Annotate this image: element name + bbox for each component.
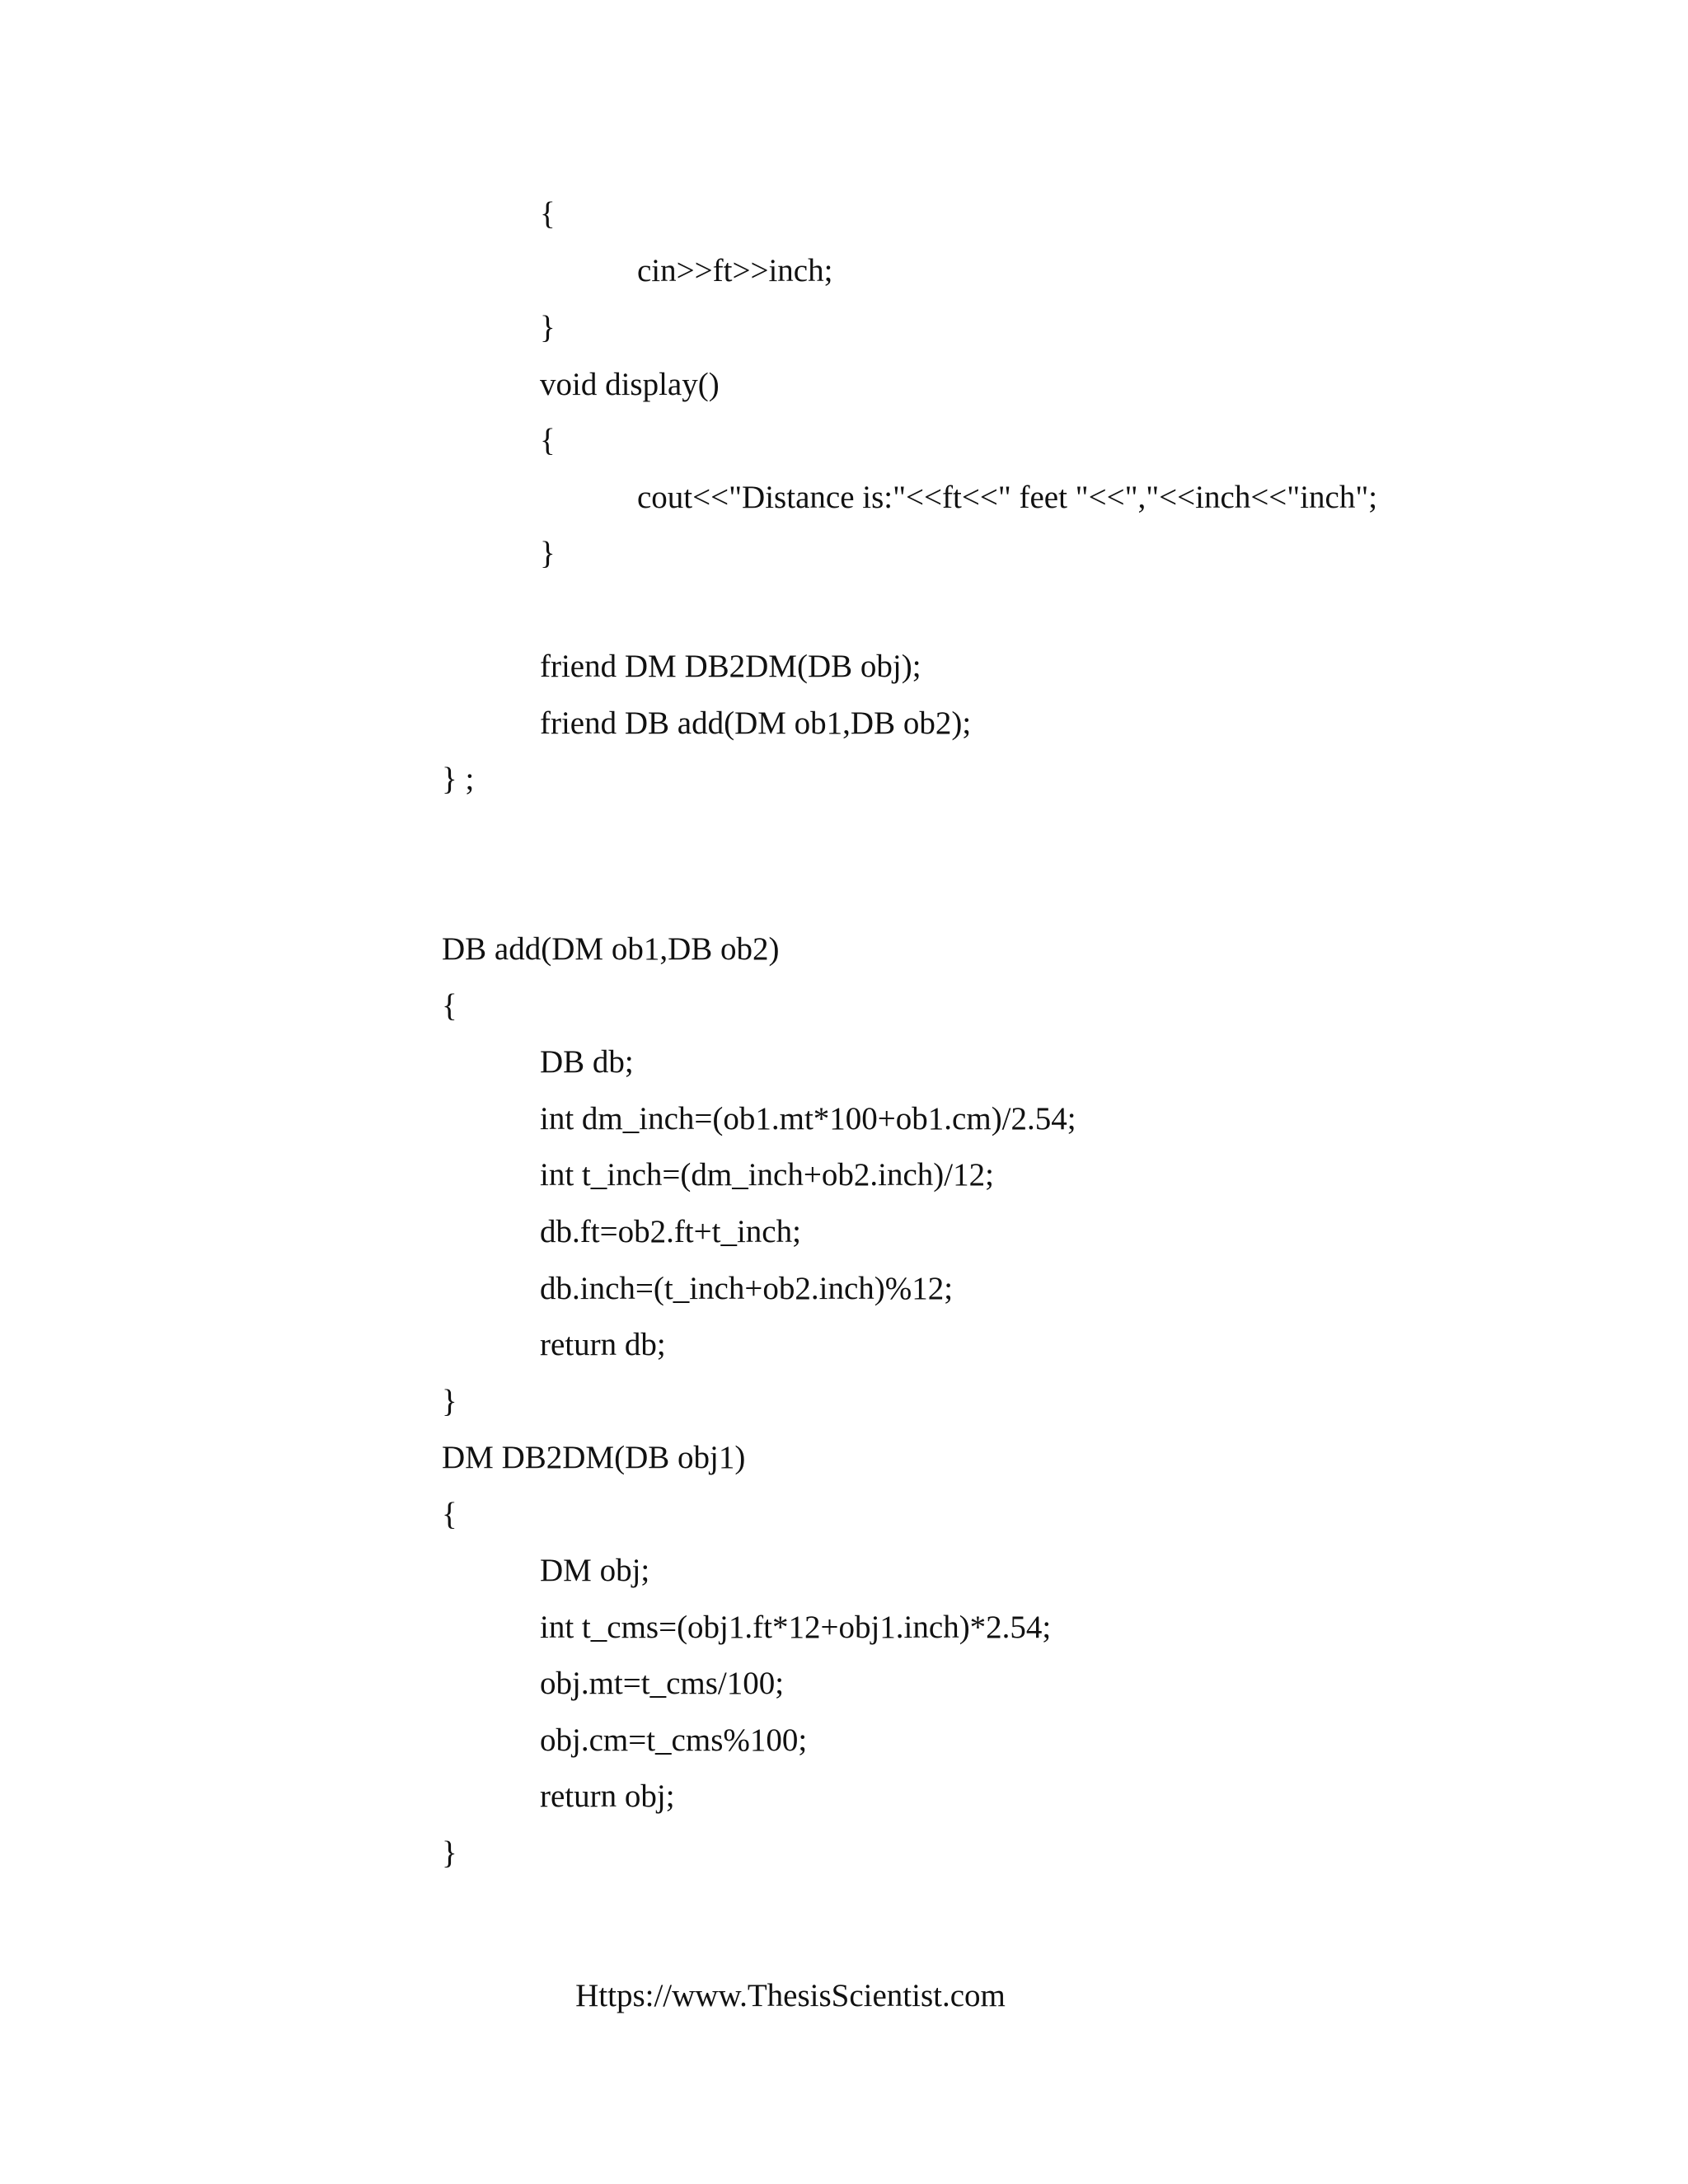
code-line: } ;	[442, 762, 475, 797]
code-line: {	[540, 423, 556, 458]
code-line: DM obj;	[540, 1553, 650, 1588]
code-line: friend DB add(DM ob1,DB ob2);	[540, 705, 972, 741]
code-line: {	[442, 988, 457, 1024]
code-line: void display()	[540, 367, 720, 402]
code-line: cin>>ft>>inch;	[637, 253, 833, 288]
code-line: DB db;	[540, 1044, 634, 1080]
code-line: cout<<"Distance is:"<<ft<<" feet "<<","<<inch<<"inch";	[637, 480, 1378, 515]
code-line: return db;	[540, 1327, 666, 1362]
code-line: int dm_inch=(ob1.mt*100+ob1.cm)/2.54;	[540, 1101, 1076, 1137]
code-line: {	[442, 1497, 457, 1532]
code-line: }	[442, 1835, 457, 1871]
code-line: {	[540, 196, 556, 232]
code-line: return obj;	[540, 1779, 675, 1814]
code-line: }	[540, 536, 556, 571]
code-line: int t_cms=(obj1.ft*12+obj1.inch)*2.54;	[540, 1610, 1052, 1645]
code-line: obj.mt=t_cms/100;	[540, 1666, 785, 1701]
code-line: friend DM DB2DM(DB obj);	[540, 649, 921, 684]
code-line: db.inch=(t_inch+ob2.inch)%12;	[540, 1271, 954, 1306]
code-line: }	[540, 310, 556, 345]
code-line: obj.cm=t_cms%100;	[540, 1722, 808, 1758]
code-line: }	[442, 1384, 457, 1419]
footer-url: Https://www.ThesisScientist.com	[575, 1978, 1006, 2013]
code-line: DM DB2DM(DB obj1)	[442, 1440, 746, 1475]
code-line: int t_inch=(dm_inch+ob2.inch)/12;	[540, 1157, 994, 1193]
code-line: db.ft=ob2.ft+t_inch;	[540, 1214, 801, 1249]
code-line: DB add(DM ob1,DB ob2)	[442, 931, 780, 967]
